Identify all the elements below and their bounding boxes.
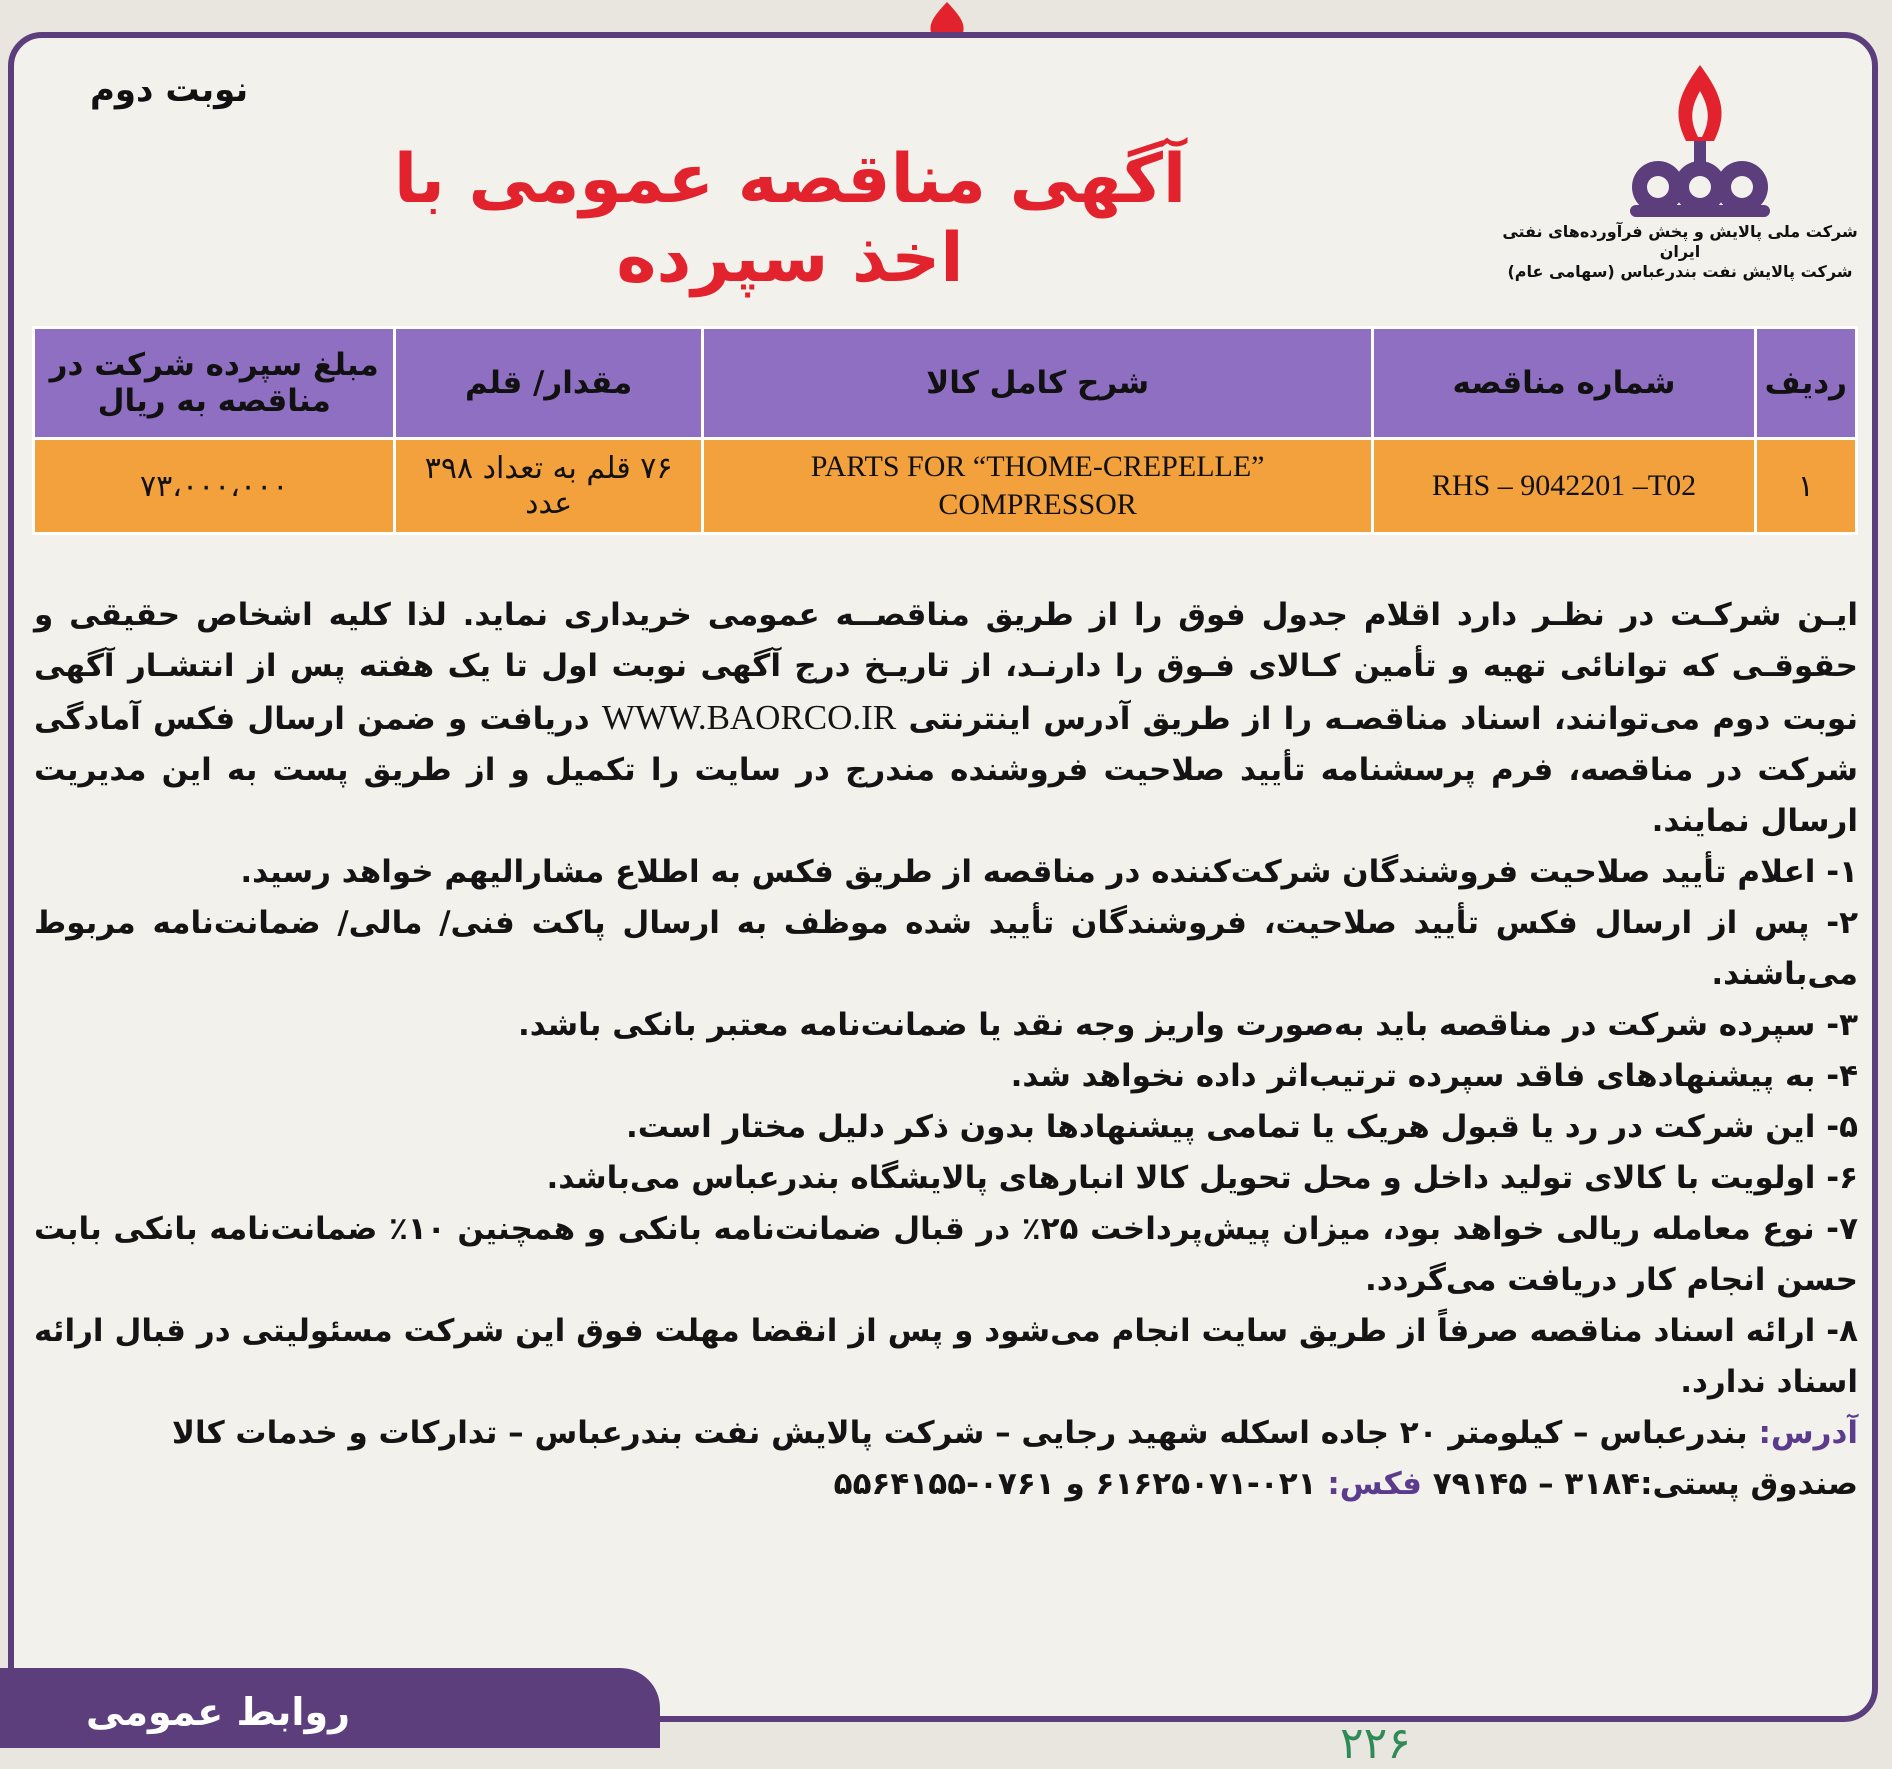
header-tender-number: شماره مناقصه bbox=[1373, 328, 1755, 439]
address-label: آدرس: bbox=[1758, 1415, 1858, 1451]
cell-quantity: ۷۶ قلم به تعداد ۳۹۸ عدد bbox=[395, 439, 702, 534]
header-description: شرح کامل کالا bbox=[702, 328, 1373, 439]
footer-label: روابط عمومی bbox=[86, 1690, 350, 1734]
company-logo bbox=[1610, 55, 1790, 235]
header-deposit-amount: مبلغ سپرده شرکت در مناقصه به ریال bbox=[34, 328, 395, 439]
condition-item-4: ۴- به پیشنهادهای فاقد سپرده ترتیب‌اثر داده نخواهد شد. bbox=[1010, 1058, 1858, 1094]
round-label: نوبت دوم bbox=[90, 70, 249, 110]
contact-line bbox=[34, 1459, 1858, 1510]
tender-table bbox=[32, 326, 1858, 535]
condition-item-8: ۸- ارائه اسناد مناقصه صرفاً از طریق سایت انجام می‌شود و پس از انقضا مهلت فوق این شرکت مسئولیتی در قبال ارائه اسناد ندارد. bbox=[34, 1313, 1858, 1400]
company-name-line1: شرکت ملی پالایش و پخش فرآورده‌های نفتی ایران bbox=[1502, 222, 1858, 261]
intro-text: ایـن شرکـت در نظـر دارد اقلام جدول فوق را از طریق مناقصــه عمومی خریداری نماید. لذا کلیه اشخاص حقیقی و حقوقـی که توانائی تهیه و تأمین کـالای فـوق را دارنـد، از تاریـخ درج آگهی نوبت اول تا یک هفته پس از انتشـار آگهی نوبت دوم می‌توانند، اسناد مناقصـه را از طریق آدرس اینترنتی bbox=[34, 597, 1859, 737]
website-link[interactable]: WWW.BAORCO.IR bbox=[601, 698, 897, 737]
address-text: بندرعباس – کیلومتر ۲۰ جاده اسکله شهید رجایی – شرکت پالایش نفت بندرعباس – تدارکات و خدمات کالا bbox=[171, 1415, 1748, 1451]
table-row bbox=[34, 439, 1857, 534]
tender-table-header bbox=[34, 328, 1857, 439]
notice-body bbox=[34, 590, 1858, 1510]
cell-deposit-amount: ۷۳،۰۰۰،۰۰۰ bbox=[34, 439, 395, 534]
condition-item-6: ۶- اولویت با کالای تولید داخل و محل تحویل کالا انبارهای پالایشگاه بندرعباس می‌باشد. bbox=[546, 1160, 1858, 1196]
fax-label: فکس: bbox=[1327, 1466, 1422, 1502]
condition-item-2: ۲- پس از ارسال فکس تأیید صلاحیت، فروشندگان تأیید شده موظف به ارسال پاکت فنی/ مالی/ ضمانت‌نامه مربوط می‌باشند. bbox=[34, 905, 1858, 992]
condition-item-7: ۷- نوع معامله ریالی خواهد بود، میزان پیش‌پرداخت ۲۵٪ در قبال ضمانت‌نامه بانکی و همچنین ۱۰٪ ضمانت‌نامه بانکی بابت حسن انجام کار دریافت می‌گردد. bbox=[34, 1211, 1858, 1298]
cell-description: PARTS FOR “THOME-CREPELLE” COMPRESSOR bbox=[702, 439, 1373, 534]
header-row-number: ردیف bbox=[1755, 328, 1856, 439]
fax-numbers: ۰۲۱-۶۱۶۲۵۰۷۱ و ۰۷۶۱-۵۵۶۴۱۵۵ bbox=[833, 1466, 1317, 1502]
header-quantity: مقدار/ قلم bbox=[395, 328, 702, 439]
company-name-line2: شرکت پالایش نفت بندرعباس (سهامی عام) bbox=[1507, 262, 1853, 281]
company-name bbox=[1500, 222, 1860, 282]
condition-item-1: ۱- اعلام تأیید صلاحیت فروشندگان شرکت‌کننده در مناقصه از طریق فکس به اطلاع مشارالیهم خواهد رسید. bbox=[240, 854, 1858, 890]
condition-item-5: ۵- این شرکت در رد یا قبول هریک یا تمامی پیشنهادها بدون ذکر دلیل مختار است. bbox=[626, 1109, 1858, 1145]
cell-row-number: ۱ bbox=[1755, 439, 1856, 534]
notice-title: آگهی مناقصه عمومی با اخذ سپرده bbox=[393, 140, 1187, 298]
address-line bbox=[34, 1408, 1858, 1459]
condition-item-3: ۳- سپرده شرکت در مناقصه باید به‌صورت واریز وجه نقد یا ضمانت‌نامه معتبر بانکی باشد. bbox=[517, 1007, 1858, 1043]
handwritten-page-number: ۲۲۶ bbox=[1340, 1718, 1411, 1769]
intro-paragraph bbox=[34, 590, 1858, 847]
po-box: صندوق پستی:۳۱۸۴ – ۷۹۱۴۵ bbox=[1432, 1466, 1858, 1502]
cell-tender-number: RHS – 9042201 –T02 bbox=[1373, 439, 1755, 534]
intro-text-continued: دریافت و ضمن ارسال فکس آمادگی شرکت در مناقصه، فرم پرسشنامه تأیید صلاحیت فروشنده مندرج در سایت را تکمیل و از طریق پست به این مدیریت ارسال نمایند. bbox=[34, 701, 1858, 839]
